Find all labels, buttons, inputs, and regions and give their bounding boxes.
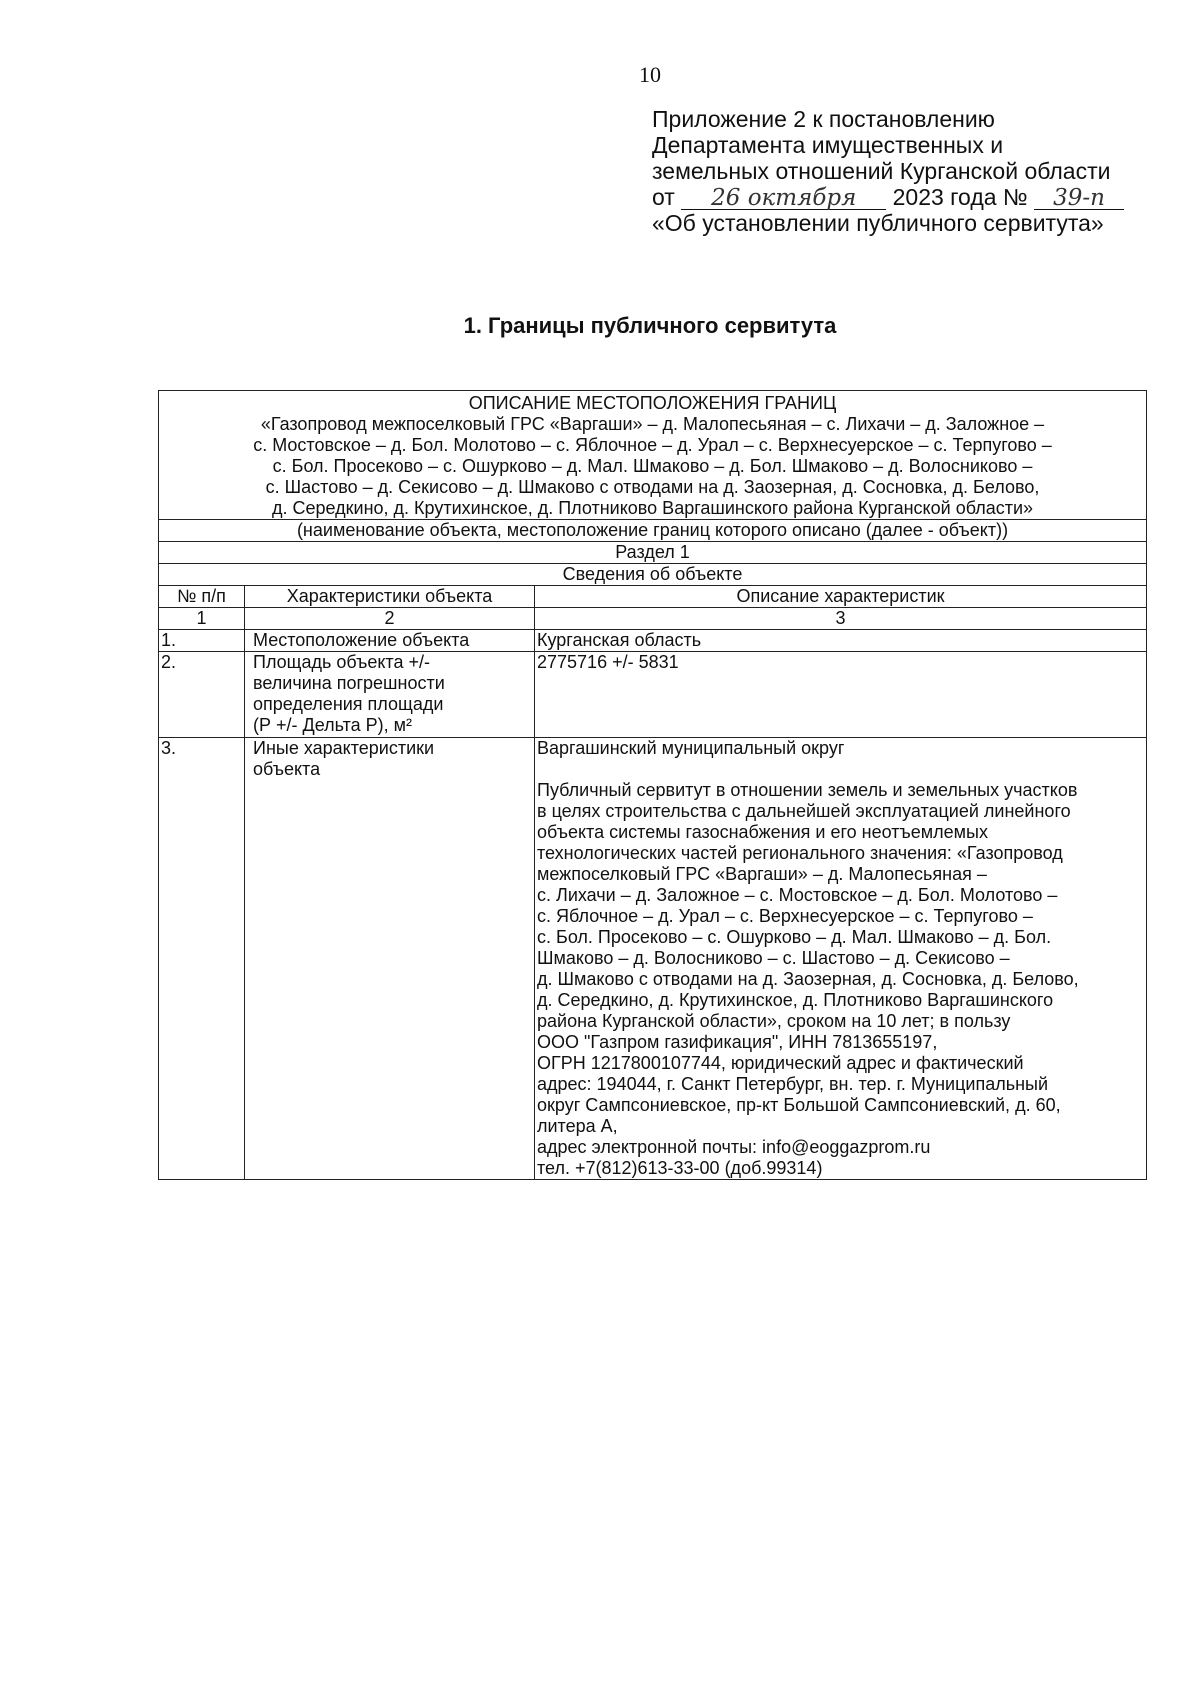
text-line: ОГРН 1217800107744, юридический адрес и фактический <box>537 1053 1024 1073</box>
handwritten-date: 26 октября <box>681 187 886 210</box>
row-characteristic <box>245 630 535 652</box>
column-number: 2 <box>245 608 535 630</box>
object-name-line: д. Середкино, д. Крутихинское, д. Плотниково Варгашинского района Курганской области» <box>272 498 1034 518</box>
row-characteristic <box>245 652 535 738</box>
section-title: 1. Границы публичного сервитута <box>463 313 837 338</box>
boundary-description-table <box>158 390 1147 1180</box>
text-line: Варгашинский муниципальный округ <box>537 738 845 758</box>
text-line: величина погрешности <box>253 673 445 693</box>
text-line: д. Середкино, д. Крутихинское, д. Плотниково Варгашинского <box>537 990 1054 1010</box>
text-line: ООО "Газпром газификация", ИНН 7813655197, <box>537 1032 938 1052</box>
text-line: Местоположение объекта <box>253 630 470 650</box>
column-number: 1 <box>159 608 245 630</box>
table-row <box>159 652 1147 738</box>
text-line: с. Бол. Просеково – с. Ошурково – д. Мал. Шмаково – д. Бол. <box>537 927 1052 947</box>
text-line: тел. +7(812)613-33-00 (доб.99314) <box>537 1158 823 1178</box>
row-number: 3. <box>159 738 245 1180</box>
column-header-row <box>159 586 1147 608</box>
text-line: определения площади <box>253 694 444 714</box>
text-line: Площадь объекта +/- <box>253 652 430 672</box>
header-line: Приложение 2 к постановлению <box>652 106 995 132</box>
object-name-line: с. Мостовское – д. Бол. Молотово – с. Яблочное – д. Урал – с. Верхнесуерское – с. Терпугово – <box>253 435 1052 455</box>
text-line: межпоселковый ГРС «Варгаши» – д. Малопесьяная – <box>537 864 987 884</box>
text-line: литера А, <box>537 1116 618 1136</box>
text-line: округ Сампсониевское, пр-кт Большой Сампсониевский, д. 60, <box>537 1095 1061 1115</box>
handwritten-number: 39-п <box>1034 187 1124 210</box>
text-line: объекта <box>253 759 321 779</box>
text-line: объекта системы газоснабжения и его неотъемлемых <box>537 822 988 842</box>
column-number: 3 <box>535 608 1147 630</box>
header-date-line <box>652 184 1172 210</box>
section-subtitle: Сведения об объекте <box>159 564 1147 586</box>
text-line: технологических частей регионального значения: «Газопровод <box>537 843 1063 863</box>
text-line: района Курганской области», сроком на 10 лет; в пользу <box>537 1011 1011 1031</box>
column-header: Описание характеристик <box>535 586 1147 608</box>
row-description <box>535 630 1147 652</box>
text-line: в целях строительства с дальнейшей эксплуатацией линейного <box>537 801 1071 821</box>
column-number-row <box>159 608 1147 630</box>
document-header <box>652 106 1172 236</box>
text-line: с. Лихачи – д. Заложное – с. Мостовское – д. Бол. Молотово – <box>537 885 1058 905</box>
text-line: адрес: 194044, г. Санкт Петербург, вн. тер. г. Муниципальный <box>537 1074 1049 1094</box>
text-line: адрес электронной почты: info@eoggazprom.ru <box>537 1137 931 1157</box>
table-row <box>159 738 1147 1180</box>
text-line: Курганская область <box>537 630 702 650</box>
header-line: земельных отношений Курганской области <box>652 158 1111 184</box>
text-line: д. Шмаково с отводами на д. Заозерная, д. Сосновка, д. Белово, <box>537 969 1079 989</box>
column-header: Характеристики объекта <box>245 586 535 608</box>
text-line: с. Яблочное – д. Урал – с. Верхнесуерское – с. Терпугово – <box>537 906 1033 926</box>
row-characteristic <box>245 738 535 1180</box>
text-line: Шмаково – д. Волосниково – с. Шастово – д. Секисово – <box>537 948 1010 968</box>
blank-line <box>537 759 1144 780</box>
object-name-line: с. Бол. Просеково – с. Ошурково – д. Мал. Шмаково – д. Бол. Шмаково – д. Волосниково – <box>272 456 1033 476</box>
page-number: 10 <box>639 62 661 87</box>
table-row <box>159 630 1147 652</box>
text-line: Иные характеристики <box>253 738 435 758</box>
row-number: 1. <box>159 630 245 652</box>
description-header-cell <box>159 391 1147 520</box>
header-line: «Об установлении публичного сервитута» <box>652 210 1104 236</box>
description-title: ОПИСАНИЕ МЕСТОПОЛОЖЕНИЯ ГРАНИЦ <box>468 393 837 413</box>
date-prefix: от <box>652 184 675 210</box>
object-name-line: «Газопровод межпоселковый ГРС «Варгаши» – д. Малопесьяная – с. Лихачи – д. Заложное – <box>260 414 1045 434</box>
header-line: Департамента имущественных и <box>652 132 1004 158</box>
text-line: (Р +/- Дельта Р), м² <box>253 715 413 735</box>
text-line: Публичный сервитут в отношении земель и земельных участков <box>537 780 1078 800</box>
section-label: Раздел 1 <box>159 542 1147 564</box>
row-number: 2. <box>159 652 245 738</box>
text-line: 2775716 +/- 5831 <box>537 652 679 672</box>
year-text: 2023 года № <box>892 184 1028 210</box>
column-header: № п/п <box>159 586 245 608</box>
row-description <box>535 652 1147 738</box>
object-name-line: с. Шастово – д. Секисово – д. Шмаково с отводами на д. Заозерная, д. Сосновка, д. Белово, <box>265 477 1040 497</box>
object-caption: (наименование объекта, местоположение границ которого описано (далее - объект)) <box>159 520 1147 542</box>
row-description <box>535 738 1147 1180</box>
